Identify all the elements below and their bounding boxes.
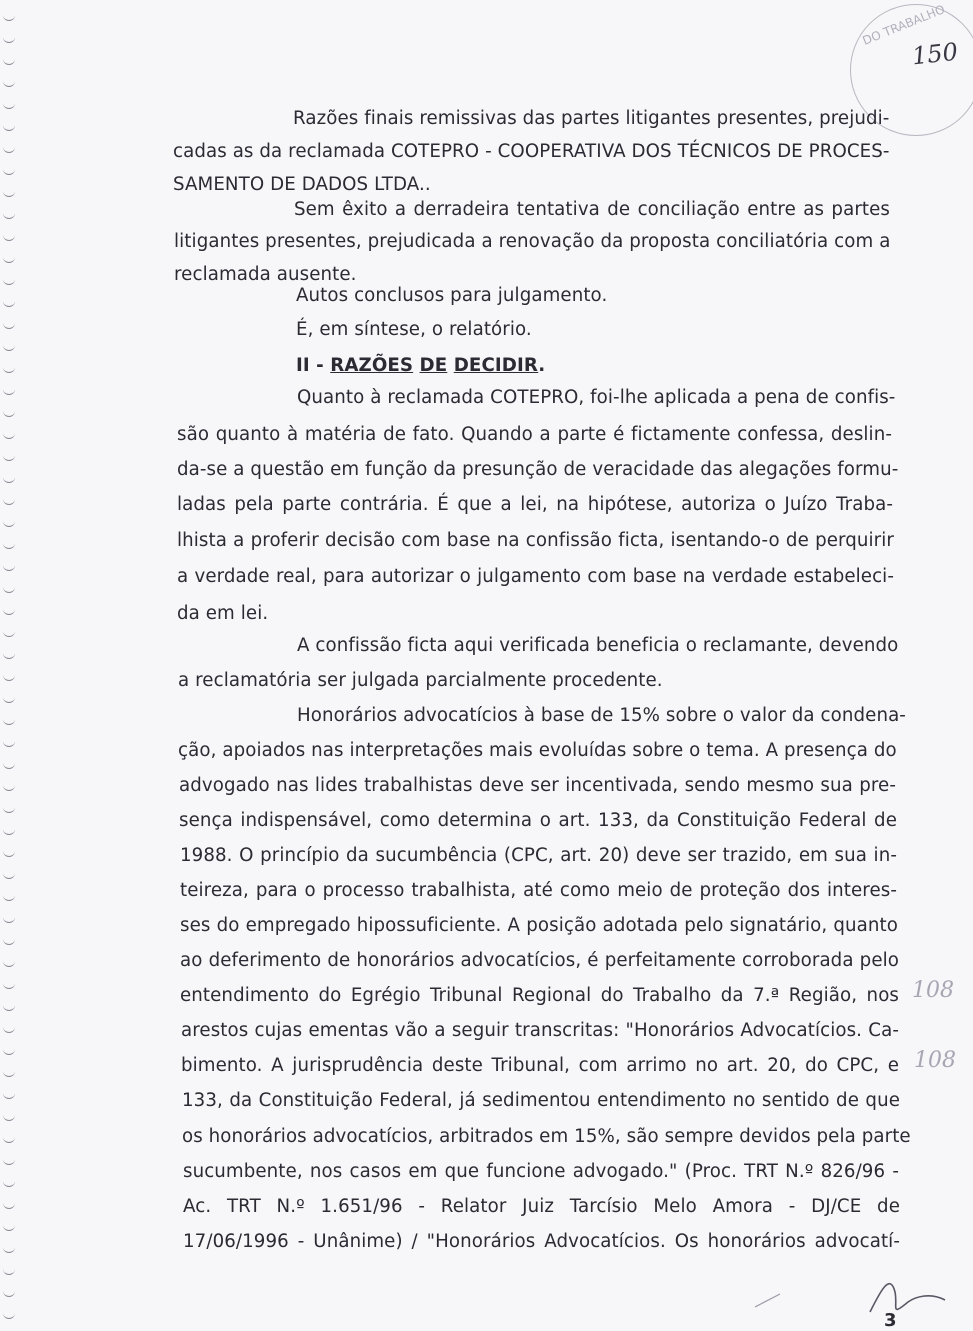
text-line: lhista a proferir decisão com base na confissão ficta, isentando-o de perquirir	[177, 530, 894, 551]
binding-hole	[3, 1178, 15, 1187]
binding-hole	[3, 364, 15, 373]
binding-hole	[3, 716, 15, 725]
text-line: 133, da Constituição Federal, já sedimentou entendimento no sentido de que	[182, 1090, 900, 1111]
text-line: arestos cujas ementas vão a seguir transcritas: "Honorários Advocatícios. Ca-	[181, 1020, 899, 1041]
text-line: ladas pela parte contrária. É que a lei, na hipótese, autoriza o Juízo Traba-	[177, 494, 893, 515]
text-line: A confissão ficta aqui verificada beneficia o reclamante, devendo	[297, 635, 899, 656]
text-line: cadas as da reclamada COTEPRO - COOPERATIVA DOS TÉCNICOS DE PROCES-	[173, 141, 890, 162]
binding-hole	[3, 496, 15, 505]
heading-suffix: .	[538, 355, 546, 376]
binding-hole	[3, 650, 15, 659]
text-line: da-se a questão em função da presunção de veracidade das alegações formu-	[177, 459, 899, 480]
text-line: Autos conclusos para julgamento.	[296, 285, 608, 306]
binding-hole	[3, 540, 15, 549]
text-line: a reclamatória ser julgada parcialmente procedente.	[178, 670, 663, 691]
binding-hole	[3, 276, 15, 285]
text-line: da em lei.	[177, 603, 269, 624]
text-line: teireza, para o processo trabalhista, até como meio de proteção dos interes-	[180, 880, 897, 901]
stamp-text: DO TRABALHO	[860, 2, 947, 48]
binding-hole	[3, 100, 15, 109]
binding-hole	[3, 672, 15, 681]
binding-hole	[3, 1222, 15, 1231]
binding-hole	[3, 34, 15, 43]
text-line: ção, apoiados nas interpretações mais evoluídas sobre o tema. A presença do	[178, 740, 897, 761]
binding-hole	[3, 1112, 15, 1121]
margin-mark: 108	[914, 1048, 956, 1073]
binding-holes	[0, 0, 20, 1331]
binding-hole	[3, 430, 15, 439]
binding-hole	[3, 606, 15, 615]
binding-hole	[3, 628, 15, 637]
binding-hole	[3, 738, 15, 747]
text-line: Sem êxito a derradeira tentativa de conciliação entre as partes	[294, 199, 890, 220]
binding-hole	[3, 914, 15, 923]
text-line: os honorários advocatícios, arbitrados em 15%, são sempre devidos pela parte	[182, 1126, 911, 1147]
text-line: Honorários advocatícios à base de 15% sobre o valor da condena-	[297, 705, 906, 726]
binding-hole	[3, 870, 15, 879]
heading-prefix: II -	[296, 355, 331, 376]
binding-hole	[3, 958, 15, 967]
binding-hole	[3, 342, 15, 351]
binding-hole	[3, 562, 15, 571]
binding-hole	[3, 122, 15, 131]
binding-hole	[3, 826, 15, 835]
binding-hole	[3, 584, 15, 593]
heading-word: DE	[419, 355, 448, 376]
binding-hole	[3, 1266, 15, 1275]
binding-hole	[3, 188, 15, 197]
binding-hole	[3, 386, 15, 395]
text-line: bimento. A jurisprudência deste Tribunal, com arrimo no art. 20, do CPC, e	[181, 1055, 899, 1076]
text-line: ses do empregado hipossuficiente. A posição adotada pelo signatário, quanto	[180, 915, 898, 936]
binding-hole	[3, 452, 15, 461]
binding-hole	[3, 1288, 15, 1297]
binding-hole	[3, 1002, 15, 1011]
binding-hole	[3, 12, 15, 21]
margin-mark: 108	[912, 978, 954, 1003]
binding-hole	[3, 144, 15, 153]
heading-word: RAZÕES	[330, 355, 414, 376]
binding-hole	[3, 848, 15, 857]
text-line: entendimento do Egrégio Tribunal Regional do Trabalho da 7.ª Região, nos	[180, 985, 899, 1006]
heading-word: DECIDIR	[453, 355, 539, 376]
binding-hole	[3, 1156, 15, 1165]
text-line: sucumbente, nos casos em que funcione advogado." (Proc. TRT N.º 826/96 -	[183, 1161, 899, 1182]
text-line: ao deferimento de honorários advocatícios, é perfeitamente corroborada pelo	[180, 950, 899, 971]
binding-hole	[3, 474, 15, 483]
binding-hole	[3, 518, 15, 527]
signature-scribble	[740, 1262, 970, 1328]
binding-hole	[3, 1046, 15, 1055]
binding-hole	[3, 760, 15, 769]
page-number: 3	[884, 1310, 897, 1331]
binding-hole	[3, 320, 15, 329]
text-line: sença indispensável, como determina o art. 133, da Constituição Federal de	[179, 810, 897, 831]
section-heading	[296, 355, 545, 376]
binding-hole	[3, 56, 15, 65]
binding-hole	[3, 210, 15, 219]
binding-hole	[3, 78, 15, 87]
text-line: Ac. TRT N.º 1.651/96 - Relator Juiz Tarcísio Melo Amora - DJ/CE de	[183, 1196, 900, 1217]
binding-hole	[3, 232, 15, 241]
binding-hole	[3, 694, 15, 703]
binding-hole	[3, 1068, 15, 1077]
binding-hole	[3, 254, 15, 263]
text-line: litigantes presentes, prejudicada a renovação da proposta conciliatória com a	[174, 231, 891, 252]
text-line: É, em síntese, o relatório.	[296, 319, 532, 340]
text-line: 1988. O princípio da sucumbência (CPC, art. 20) deve ser trazido, em sua in-	[180, 845, 897, 866]
text-line: advogado nas lides trabalhistas deve ser incentivada, sendo mesmo sua pre-	[179, 775, 896, 796]
text-line: reclamada ausente.	[174, 264, 357, 285]
text-line: a verdade real, para autorizar o julgamento com base na verdade estabeleci-	[177, 566, 894, 587]
binding-hole	[3, 1090, 15, 1099]
folio-number: 150	[910, 37, 960, 71]
text-line: SAMENTO DE DADOS LTDA..	[173, 174, 431, 195]
binding-hole	[3, 782, 15, 791]
binding-hole	[3, 298, 15, 307]
text-line: Quanto à reclamada COTEPRO, foi-lhe aplicada a pena de confis-	[297, 387, 896, 408]
text-line: Razões finais remissivas das partes litigantes presentes, prejudi-	[293, 108, 890, 129]
text-line: são quanto à matéria de fato. Quando a parte é fictamente confessa, deslin-	[177, 424, 892, 445]
binding-hole	[3, 980, 15, 989]
binding-hole	[3, 408, 15, 417]
binding-hole	[3, 1244, 15, 1253]
binding-hole	[3, 1024, 15, 1033]
binding-hole	[3, 1200, 15, 1209]
binding-hole	[3, 936, 15, 945]
binding-hole	[3, 166, 15, 175]
binding-hole	[3, 892, 15, 901]
binding-hole	[3, 1134, 15, 1143]
binding-hole	[3, 1310, 15, 1319]
binding-hole	[3, 804, 15, 813]
text-line: 17/06/1996 - Unânime) / "Honorários Advocatícios. Os honorários advocatí-	[183, 1231, 900, 1252]
